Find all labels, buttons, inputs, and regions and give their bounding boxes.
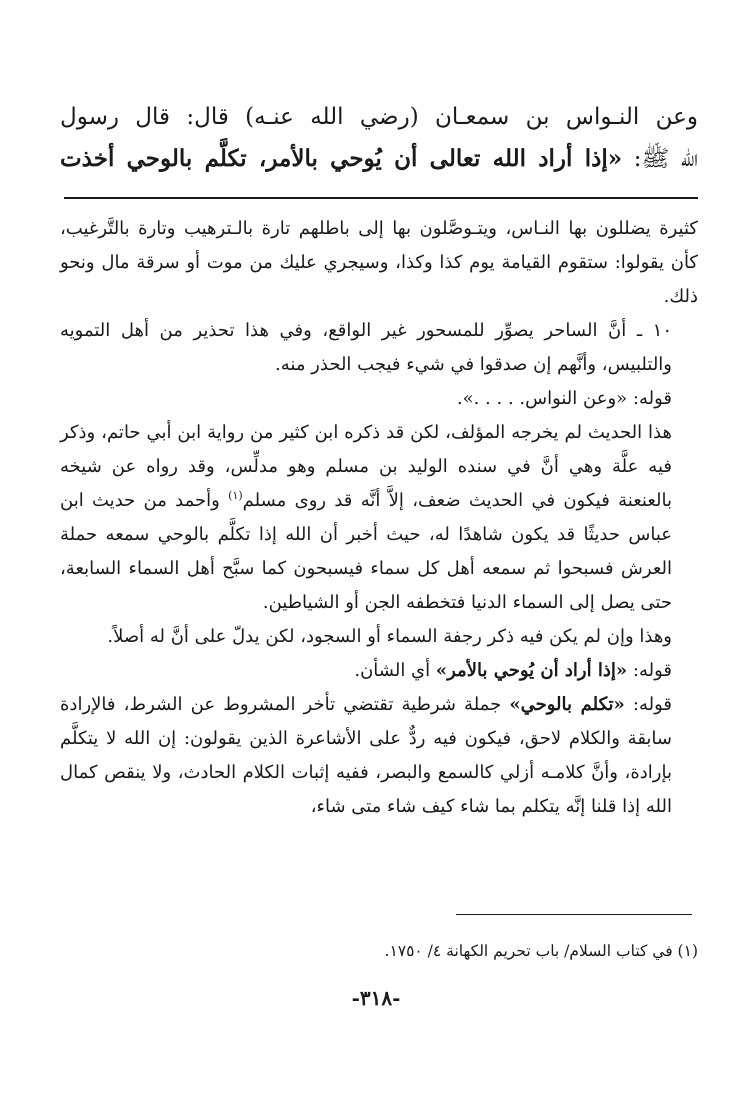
hadith-line-1: وعن النـواس بن سمعـان (رضي الله عنـه) قال: قال رسول [60,104,698,130]
paragraph-7-suffix: جملة شرطية تقتضي تأخر المشروط عن الشرط، فالإرادة سابقة والكلام لاحق، فيكون فيه ردٌّ على الأشاعرة الذين يقولون: إن الله لا يتكلَّم بإرادة، وأنَّ كلامـه أزلي كالسمع والبصر، ففيه إثبات الكلام الحادث، ولا ينقص كمال الله إذا قلنا إنَّه يتكلم بما شاء كيف شاء متى شاء، [60,694,672,817]
header-divider [64,197,698,199]
footnote-divider [456,914,692,915]
paragraph-6 [60,654,698,688]
paragraph-6-prefix: قوله: [627,660,672,681]
paragraph-4-part-b: وأحمد من حديث ابن عباس حديثًا قد يكون شاهدًا له، حيث أخبر أن الله إذا تكلَّم بالوحي سمعه حملة العرش فسبحوا ثم سمعه أهل كل سماء فيسبحون كما سبَّح أهل السماء السابعة، حتى يصل إلى السماء الدنيا فتخطفه الجن أو الشياطين. [60,490,672,613]
paragraph-4-part-a: هذا الحديث لم يخرجه المؤلف، لكن قد ذكره ابن كثير من رواية ابن أبي حاتم، وذكر فيه علَّة وهي أنَّ في سنده الوليد بن مسلم وهو مدلِّس، وقد رواه عن شيخه بالعنعنة فيكون في الحديث ضعف، إلاَّ أنَّه قد روى مسلم [60,422,672,511]
footnote: (١) في كتاب السلام/ باب تحريم الكهانة ٤/ ١٧٥٠. [384,942,698,960]
paragraph-6-suffix: أي الشأن. [354,660,436,681]
paragraph-2-point-10: ١٠ ـ أنَّ الساحر يصوِّر للمسحور غير الواقع، وفي هذا تحذير من أهل التمويه والتلبيس، وأنَّهم إن صدقوا في شيء فيجب الحذر منه. [60,320,672,375]
paragraph-7 [60,688,698,824]
hadith-text [60,96,698,180]
paragraph-4 [60,416,698,620]
footnote-ref: (١) [228,489,243,502]
paragraph-7-prefix: قوله: [624,694,673,715]
hadith-line-2-prefix: الله ﷺ: [622,146,699,172]
paragraph-1: كثيرة يضللون بها النـاس، ويتـوصَّلون بها إلى باطلهم تارة بالـترهيب وتارة بالتَّرغيب، كأن يقولوا: ستقوم القيامة يوم كذا وكذا، وسيجري عليك من موت أو سرقة مال ونحو ذلك. [60,218,698,307]
commentary [60,212,698,824]
paragraph-6-bold: «إذا أراد أن يُوحي بالأمر» [435,660,628,681]
hadith-line-2 [60,138,698,180]
hadith-quote: «إذا أراد الله تعالى أن يُوحي بالأمر، تكلَّم بالوحي أخذت [60,145,623,172]
paragraph-7-bold: «تكلم بالوحي» [509,694,625,715]
paragraph-3-quote: قوله: «وعن النواس. . . . .». [456,388,672,409]
page-number: -٣١٨- [351,986,401,1010]
paragraph-5: وهذا وإن لم يكن فيه ذكر رجفة السماء أو السجود، لكن يدلّ على أنَّ له أصلاً. [107,626,672,647]
